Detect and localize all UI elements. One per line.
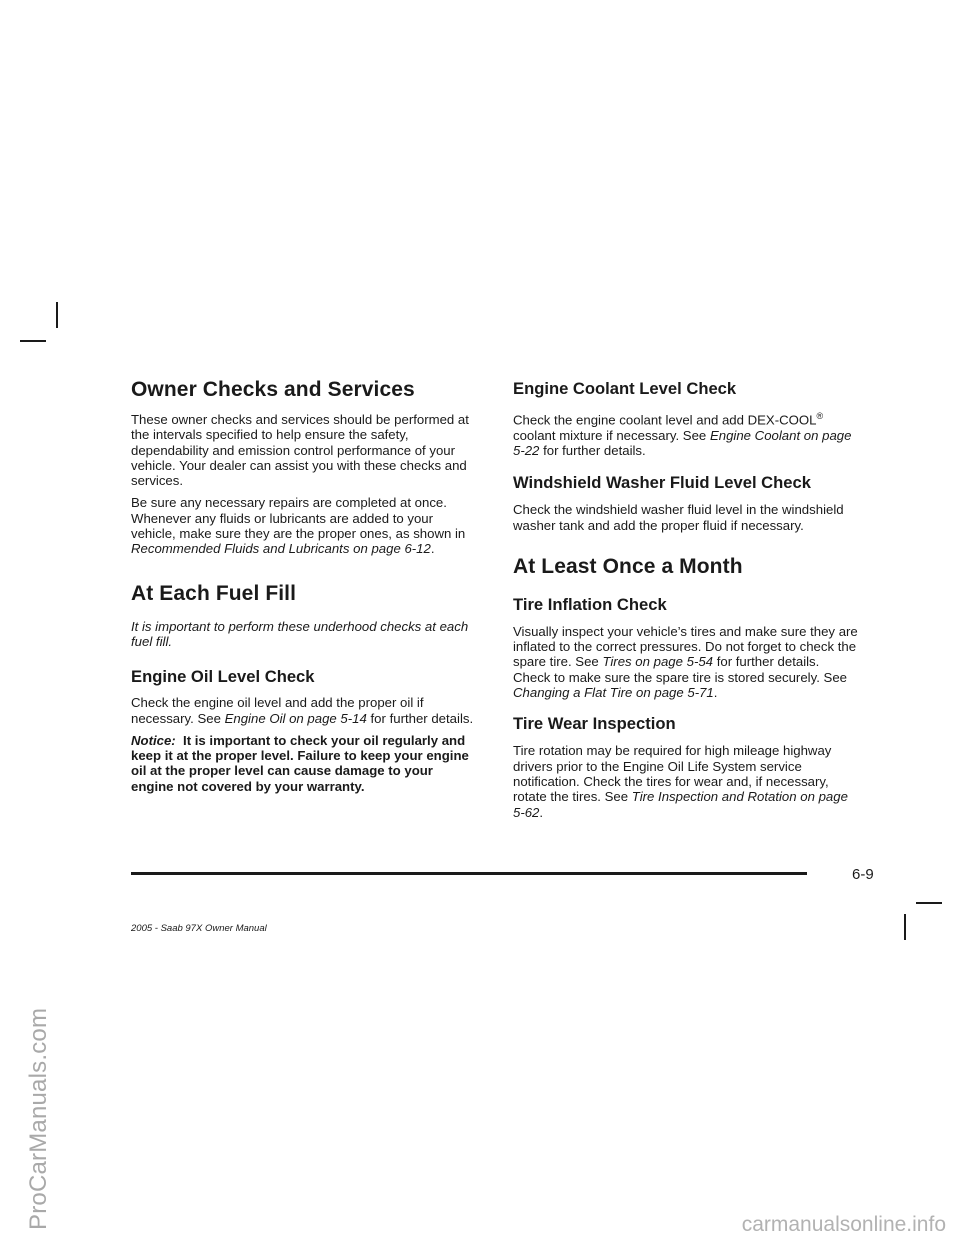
washer-text: Check the windshield washer fluid level in the windshield washer tank and add the proper fluid if necessary. [513, 502, 844, 533]
crop-mark-bottom-horizontal [916, 902, 942, 904]
coolant-text-pre: Check the engine coolant level and add DEX-COOL [513, 412, 817, 428]
recommended-fluids-link[interactable]: Recommended Fluids and Lubricants on page 6-12 [131, 541, 431, 557]
coolant-text-post: for further details. [543, 442, 646, 458]
notice-label: Notice: [131, 732, 176, 748]
crop-mark-top-horizontal [20, 340, 46, 342]
notice [131, 733, 476, 794]
side-watermark: ProCarManuals.com [25, 1007, 52, 1230]
tire-wear-text [513, 743, 858, 819]
monthly-title: At Least Once a Month [513, 554, 743, 578]
fuel-fill-intro: It is important to perform these underhood checks at each fuel fill. [131, 618, 469, 649]
engine-oil-text-pre: Check the engine oil level and add the proper oil if necessary. See [131, 695, 424, 726]
tire-inflation-text [513, 624, 858, 700]
engine-oil-title: Engine Oil Level Check [131, 667, 315, 687]
engine-oil-link[interactable]: Engine Oil on page 5-14 [224, 710, 367, 726]
right-column [513, 379, 858, 820]
engine-oil-text-post: for further details. [370, 710, 474, 726]
owner-checks-intro-1: These owner checks and services should be performed at the intervals specified to help ensure the safety, dependability and emission control performance of your vehicle. Your dealer can assist you with these checks and services. [131, 412, 469, 489]
crop-mark-bottom-vertical [904, 914, 906, 940]
engine-coolant-link[interactable]: Engine Coolant on page 5-22 [513, 427, 852, 458]
tire-inflation-text-mid: for further details. Check to make sure the spare tire is stored securely. See [513, 654, 847, 685]
tire-inflation-title: Tire Inflation Check [513, 594, 667, 614]
footer-rule [131, 872, 807, 875]
registered-mark: ® [816, 411, 824, 421]
tires-link[interactable]: Tires on page 5-54 [602, 654, 714, 670]
fuel-fill-title: At Each Fuel Fill [131, 581, 297, 605]
intro-2-text: Be sure any necessary repairs are completed at once. Whenever any fluids or lubricants are added to your vehicle, make sure they are the proper ones, as shown in [131, 495, 466, 542]
bottom-watermark: carmanualsonline.info [741, 1213, 946, 1236]
tire-rotation-link[interactable]: Tire Inspection and Rotation on page 5-62 [513, 789, 848, 820]
engine-oil-text [131, 695, 476, 726]
tire-wear-text-end: . [539, 804, 544, 820]
tire-inflation-text-end: . [713, 685, 718, 701]
notice-text: It is important to check your oil regularly and keep it at the proper level. Failure to keep your engine oil at the proper level can cause damage to your engine not covered by your warranty. [131, 732, 469, 794]
coolant-text-mid: coolant mixture if necessary. See [513, 427, 707, 443]
tire-wear-title: Tire Wear Inspection [513, 714, 676, 734]
tire-inflation-text-pre: Visually inspect your vehicle’s tires and make sure they are inflated to the correct pressures. Do not forget to check the spare tire. See [513, 623, 858, 670]
owner-checks-intro-2 [131, 495, 476, 556]
crop-mark-top-vertical [56, 302, 58, 328]
tire-wear-text-pre: Tire rotation may be required for high mileage highway drivers prior to the Engine Oil Life System service notification. Check the tires for wear and, if necessary, rotate the tires. See [513, 743, 832, 805]
manual-title: 2005 - Saab 97X Owner Manual [131, 923, 267, 934]
intro-2-end: . [430, 541, 435, 557]
flat-tire-link[interactable]: Changing a Flat Tire on page 5-71 [513, 685, 714, 701]
washer-title: Windshield Washer Fluid Level Check [513, 473, 811, 493]
coolant-text [513, 409, 858, 458]
page-number: 6-9 [852, 866, 874, 883]
coolant-title: Engine Coolant Level Check [513, 379, 737, 398]
left-column [131, 378, 476, 794]
owner-checks-title: Owner Checks and Services [131, 378, 415, 401]
